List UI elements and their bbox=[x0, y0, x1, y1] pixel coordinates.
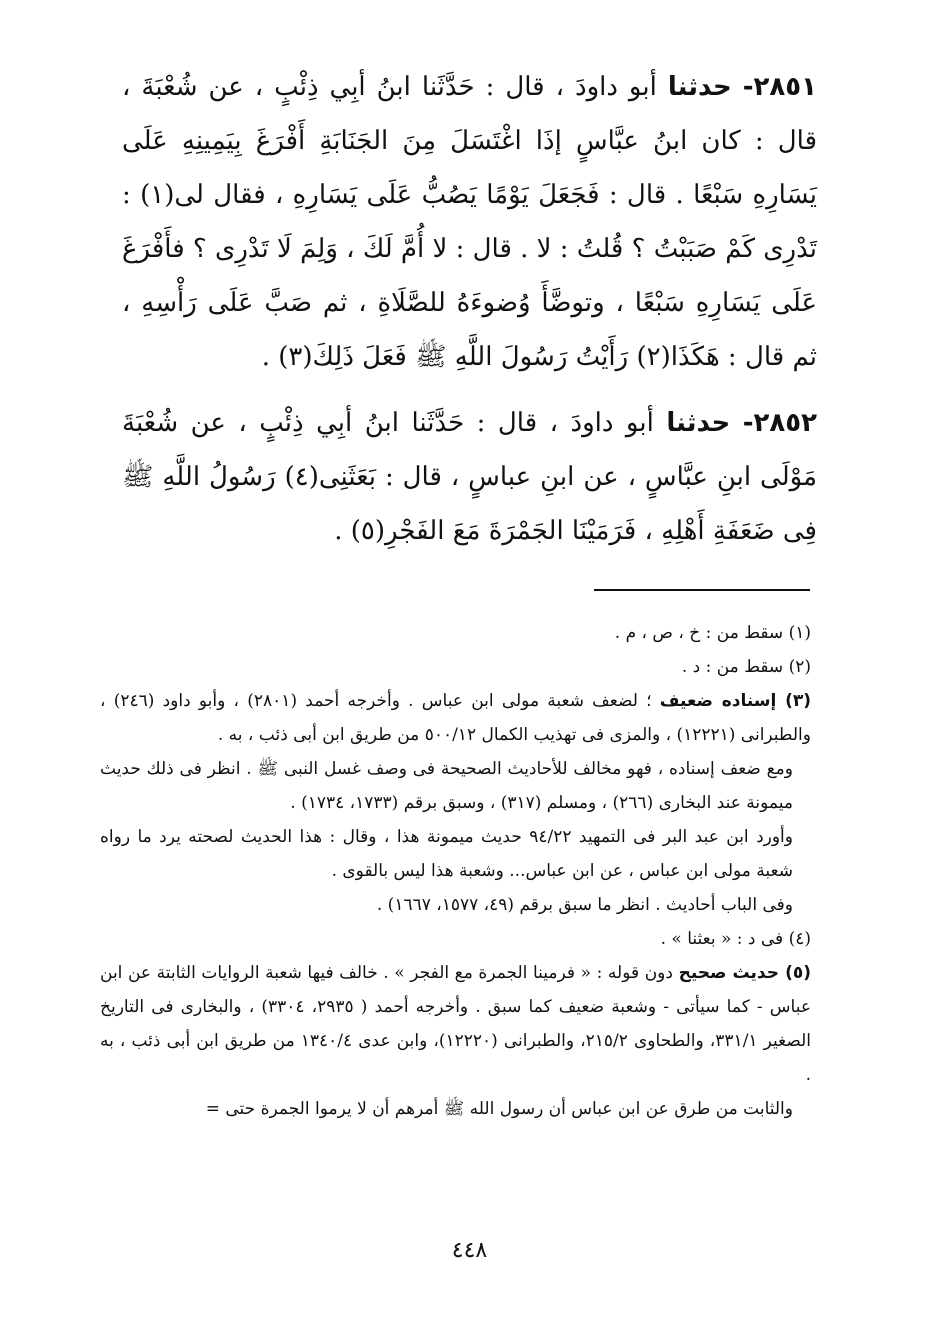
footnotes-section bbox=[100, 616, 811, 1126]
footnote-paragraph: وأورد ابن عبد البر فى التمهيد ٩٤/٢٢ حديث ميمونة هذا ، وقال : هذا الحديث لصحته يرد ما رواه شعبة مولى ابن عباس ، عن ابن عباس... وشعبة هذا ليس بالقوى . bbox=[100, 827, 793, 881]
hadith-chain-head: حدثنا bbox=[667, 72, 732, 102]
hadith-2851 bbox=[122, 60, 817, 384]
footnote-text: (١) سقط من : خ ، ص ، م . bbox=[614, 623, 811, 643]
hadith-text-body bbox=[122, 60, 817, 558]
footnote-text: (٢) سقط من : د . bbox=[681, 657, 811, 677]
hadith-2852 bbox=[122, 396, 817, 558]
hadith-number: ٢٨٥٢- bbox=[742, 408, 818, 438]
footnote-grade: (٣) إسناده ضعيف bbox=[659, 691, 812, 711]
footnote-grade: (٥) حديث صحيح bbox=[678, 963, 812, 983]
hadith-body-text: أبو داودَ ، قال : حَدَّثَنا ابنُ أبِي ذِئْبٍ ، عن شُعْبَةَ مَوْلَى ابنِ عبَّاسٍ ، عن ابنِ عباسٍ ، قال : بَعَثَنِى(٤) رَسُولُ اللَّهِ ﷺ فِى ضَعَفَةِ أَهْلِهِ ، فَرَمَيْنَا الجَمْرَةَ مَعَ الفَجْرِ(٥) . bbox=[122, 408, 818, 546]
footnote-paragraph: والثابت من طرق عن ابن عباس أن رسول الله ﷺ أمرهم أن لا يرموا الجمرة حتى = bbox=[205, 1099, 793, 1119]
hadith-body-text: أبو داودَ ، قال : حَدَّثَنا ابنُ أبِي ذِئْبٍ ، عن شُعْبَةَ ، قال : كان ابنُ عبَّاسٍ إذَا اغْتَسَلَ مِنَ الجَنَابَةِ أَفْرَغَ بِيَمِينِهِ عَلَى يَسَارِهِ سَبْعًا . قال : فَجَعَلَ يَوْمًا يَصُبُّ عَلَى يَسَارِهِ ، فقال لى(١) : تَدْرِى كَمْ صَبَبْتُ ؟ قُلتُ : لا . قال : لا أُمَّ لَكَ ، وَلِمَ لَا تَدْرِى ؟ فأَفْرَغَ عَلَى يَسَارِهِ سَبْعًا ، وتوضَّأَ وُضوءَهُ للصَّلَاةِ ، ثم صَبَّ عَلَى رَأْسِهِ ، ثم قال : هَكَذَا(٢) رَأَيْتُ رَسُولَ اللَّهِ ﷺ فَعَلَ ذَلِكَ(٣) . bbox=[122, 72, 818, 372]
footnote-paragraph: وفى الباب أحاديث . انظر ما سبق برقم (٤٩، ١٥٧٧، ١٦٦٧) . bbox=[376, 895, 793, 915]
footnote-paragraph: ومع ضعف إسناده ، فهو مخالف للأحاديث الصحيحة فى وصف غسل النبى ﷺ . انظر فى ذلك حديث ميمونة عند البخارى (٢٦٦) ، ومسلم (٣١٧) ، وسبق برقم (١٧٣٣، ١٧٣٤) . bbox=[100, 759, 793, 813]
footnote-4 bbox=[100, 922, 811, 956]
hadith-chain-head: حدثنا bbox=[666, 408, 731, 438]
footnote-text: دون قوله : « فرمينا الجمرة مع الفجر » . خالف فيها شعبة الروايات الثابتة عن ابن عباس - كما سيأتى - وشعبة ضعيف كما سبق . وأخرجه أحمد ( ٢٩٣٥، ٣٣٠٤) ، والبخارى فى التاريخ الصغير ٣٣١/١، والطحاوى ٢١٥/٢، والطبرانى (١٢٢٢٠)، وابن عدى ١٣٤٠/٤ من طريق ابن أبى ذئب ، به . bbox=[100, 963, 811, 1085]
footnote-text: (٤) فى د : « بعثنا » . bbox=[660, 929, 811, 949]
page-number: ٤٤٨ bbox=[451, 1238, 488, 1263]
footnote-divider bbox=[594, 589, 810, 591]
footnote-5 bbox=[100, 956, 811, 1126]
footnote-1 bbox=[100, 616, 811, 650]
footnote-text: ؛ لضعف شعبة مولى ابن عباس . وأخرجه أحمد (٢٨٠١) ، وأبو داود (٢٤٦) ، والطبرانى (١٢٢٢١) ، والمزى فى تهذيب الكمال ٥٠٠/١٢ من طريق ابن أبى ذئب ، به . bbox=[100, 691, 811, 745]
footnote-2 bbox=[100, 650, 811, 684]
hadith-number: ٢٨٥١- bbox=[742, 72, 817, 102]
footnote-3 bbox=[100, 684, 811, 922]
